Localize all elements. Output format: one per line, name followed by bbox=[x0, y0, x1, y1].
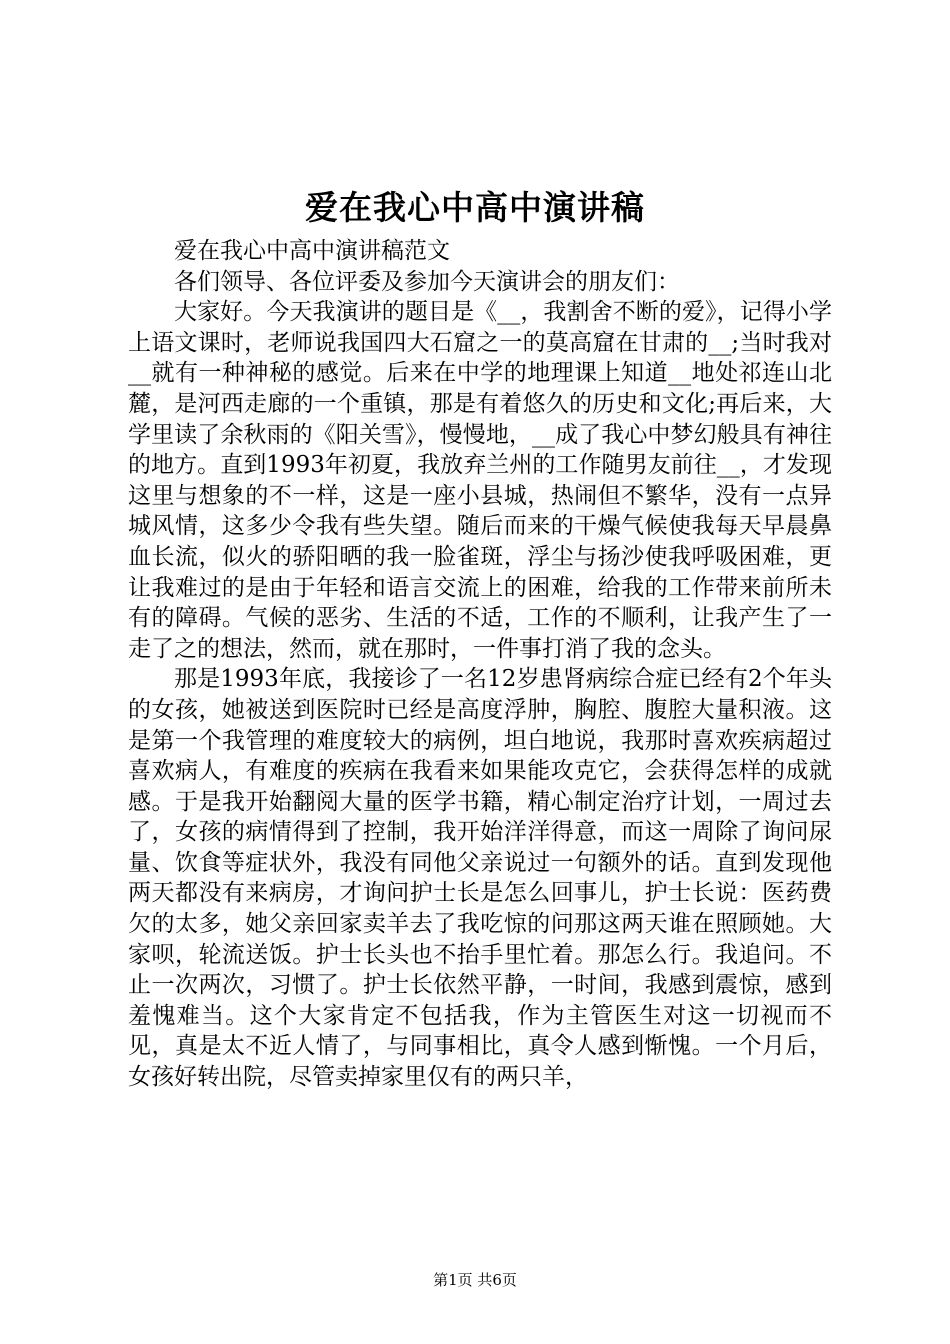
document-title: 爱在我心中高中演讲稿 bbox=[305, 188, 645, 227]
subtitle-paragraph: 爱在我心中高中演讲稿范文 bbox=[174, 238, 450, 264]
page-number-footer: 第1页 共6页 bbox=[433, 1271, 517, 1289]
body-paragraph: 大家好。今天我演讲的题目是《__，我割舍不断的爱》，记得小学上语文课时，老师说我国四大石窟之一的莫高窟在甘肃的__;当时我对__就有一种神秘的感觉。后来在中学的地理课上知道__地处祁连山北麓，是河西走廊的一个重镇，那是有着悠久的历史和文化;再后来，大学里读了余秋雨的《阳关雪》，慢慢地，__成了我心中梦幻般具有神往的地方。直到1993年初夏，我放弃兰州的工作随男友前往__，才发现这里与想象的不一样，这是一座小县城，热闹但不繁华，没有一点异城风情，这多少令我有些失望。随后而来的干燥气候使我每天早晨鼻血长流，似火的骄阳晒的我一脸雀斑，浮尘与扬沙使我呼吸困难，更让我难过的是由于年轻和语言交流上的困难，给我的工作带来前所未有的障碍。气候的恶劣、生活的不适，工作的不顺利，让我产生了一走了之的想法，然而，就在那时，一件事打消了我的念头。 bbox=[128, 299, 832, 662]
salutation-paragraph: 各们领导、各位评委及参加今天演讲会的朋友们： bbox=[174, 268, 680, 295]
body-paragraph: 那是1993年底，我接诊了一名12岁患肾病综合症已经有2个年头的女孩，她被送到医院时已经是高度浮肿，胸腔、腹腔大量积液。这是第一个我管理的难度较大的病例，坦白地说，我那时喜欢疾病超过喜欢病人，有难度的疾病在我看来如果能攻克它，会获得怎样的成就感。于是我开始翻阅大量的医学书籍，精心制定治疗计划，一周过去了，女孩的病情得到了控制，我开始洋洋得意，而这一周除了询问尿量、饮食等症状外，我没有同他父亲说过一句额外的话。直到发现他两天都没有来病房，才询问护士长是怎么回事儿，护士长说：医药费欠的太多，她父亲回家卖羊去了我吃惊的问那这两天谁在照顾她。大家呗，轮流送饭。护士长头也不抬手里忙着。那怎么行。我追问。不止一次两次，习惯了。护士长依然平静，一时间，我感到震惊，感到羞愧难当。这个大家肯定不包括我，作为主管医生对这一切视而不见，真是太不近人情了，与同事相比，真令人感到惭愧。一个月后，女孩好转出院，尽管卖掉家里仅有的两只羊， bbox=[128, 666, 832, 1091]
document-body bbox=[128, 236, 832, 1093]
